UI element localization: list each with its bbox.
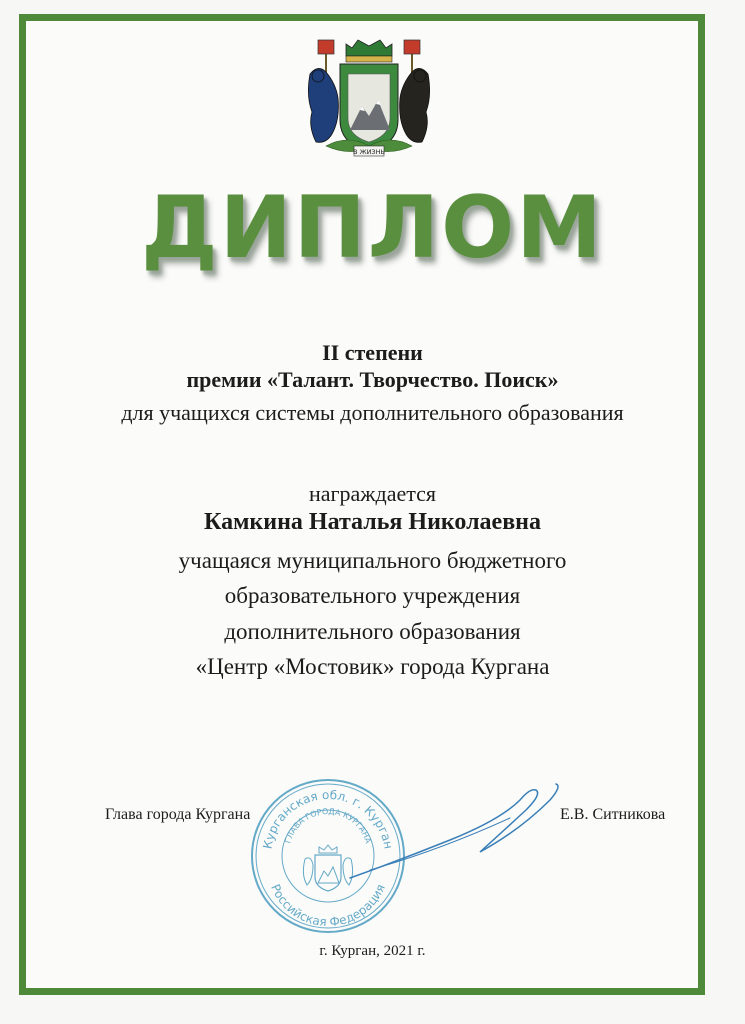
- place-and-date: г. Курган, 2021 г.: [319, 943, 426, 959]
- recipient-detail-2: образовательного учреждения: [224, 583, 521, 608]
- recipient-detail-4: «Центр «Мостовик» города Кургана: [195, 654, 550, 679]
- stamp-outer-text-top: Курганская обл. г. Курган: [260, 787, 396, 851]
- stamp-inner-text: ГЛАВА ГОРОДА КУРГАНА: [283, 806, 373, 845]
- diploma-title: ДИПЛОМ: [141, 178, 604, 278]
- award-for-line: для учащихся системы дополнительного образования: [121, 400, 624, 425]
- handwritten-signature: [330, 760, 580, 900]
- recipient-detail-1: учащаяся муниципального бюджетного: [178, 548, 567, 573]
- award-name: премии «Талант. Творчество. Поиск»: [186, 367, 559, 392]
- crest-motto: В ЖИЗНЬ: [353, 148, 385, 156]
- recipient-name: Камкина Наталья Николаевна: [204, 509, 541, 535]
- signatory-title: Глава города Кургана: [105, 806, 251, 823]
- coat-of-arms-emblem: [296, 34, 442, 162]
- degree-line: II степени: [322, 340, 423, 365]
- recipient-detail-3: дополнительного образования: [224, 619, 521, 644]
- stamp-outer-text-bottom: Российская Федерация: [268, 882, 388, 930]
- awarded-line: награждается: [308, 481, 436, 506]
- signatory-name: Е.В. Ситникова: [560, 806, 666, 823]
